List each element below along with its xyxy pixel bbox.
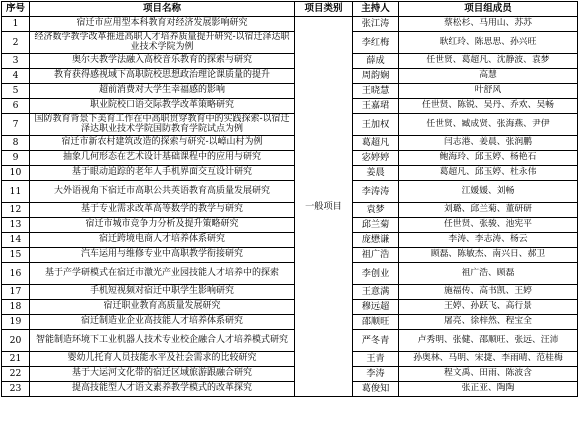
project-members: 屠亮、徐梓然、程宝全 (399, 315, 578, 330)
project-leader: 邱兰菊 (353, 218, 399, 233)
header-category: 项目类别 (295, 2, 353, 17)
row-number: 4 (2, 69, 30, 84)
table-row (2, 136, 578, 151)
project-leader: 李涛 (353, 367, 399, 382)
project-leader: 葛超凡 (353, 136, 399, 151)
table-row (2, 315, 578, 330)
project-members: 施福传、高书凯、王婷 (399, 285, 578, 300)
row-number: 22 (2, 367, 30, 382)
project-leader: 姜晨 (353, 166, 399, 181)
row-number: 1 (2, 17, 30, 32)
table-row (2, 32, 578, 54)
table-row (2, 69, 578, 84)
project-members: 闫志港、姜晨、张润鹏 (399, 136, 578, 151)
project-leader: 宓婷婷 (353, 151, 399, 166)
project-leader: 穆远超 (353, 300, 399, 315)
project-name: 宿迁市新农村建筑改造的探索与研究-以嶂山村为例 (30, 136, 295, 151)
table-row (2, 233, 578, 248)
table-row (2, 181, 578, 203)
row-number: 21 (2, 352, 30, 367)
project-leader: 李涛涛 (353, 181, 399, 203)
table-row (2, 352, 578, 367)
project-name: 宿迁跨境电商人才培养体系研究 (30, 233, 295, 248)
project-name: 经济数学教学改革推进高职人才培养质量提升研究-以宿迁泽达职业技术学院为例 (30, 32, 295, 54)
project-members: 任世贤、葛超凡、沈静波、袁梦 (399, 54, 578, 69)
project-name: 提高技能型人才语文素养教学模式的改革探究 (30, 382, 295, 397)
project-name: 手机短视频对宿迁中职学生影响研究 (30, 285, 295, 300)
project-members: 蔡松杉、马用山、苏苏 (399, 17, 578, 32)
project-leader: 祖广浩 (353, 248, 399, 263)
project-leader: 王加权 (353, 114, 399, 136)
header-members: 项目组成员 (399, 2, 578, 17)
table-row (2, 300, 578, 315)
project-leader: 王嘉珺 (353, 99, 399, 114)
project-members: 卢秀明、张健、邵顺旺、张远、汪沛 (399, 330, 578, 352)
project-name: 国防教育背景下美育工作在中高职贯穿教育中的实践探索-以宿迁泽达职业技术学院国防教育学院试点为例 (30, 114, 295, 136)
project-members: 祖广浩、顾磊 (399, 263, 578, 285)
project-leader: 邵顺旺 (353, 315, 399, 330)
table-row (2, 151, 578, 166)
project-name: 基于专业需求改革高等数学的教学与研究 (30, 203, 295, 218)
project-members: 任世贤、陈锐、吴丹、乔欢、吴畅 (399, 99, 578, 114)
project-name: 奥尔夫教学法融入高校音乐教育的探索与研究 (30, 54, 295, 69)
row-number: 6 (2, 99, 30, 114)
project-name: 宿迁制造业企业高技能人才培养体系研究 (30, 315, 295, 330)
row-number: 3 (2, 54, 30, 69)
project-members: 李涛、李志涛、杨云 (399, 233, 578, 248)
row-number: 18 (2, 300, 30, 315)
row-number: 9 (2, 151, 30, 166)
project-members: 刘璐、邱兰菊、董研研 (399, 203, 578, 218)
project-leader: 李红梅 (353, 32, 399, 54)
project-leader: 袁梦 (353, 203, 399, 218)
project-name: 基于大运河文化带的宿迁区域旅游跟融合研究 (30, 367, 295, 382)
project-leader: 王意满 (353, 285, 399, 300)
table-row (2, 99, 578, 114)
table-row (2, 382, 578, 397)
project-leader: 严冬青 (353, 330, 399, 352)
row-number: 19 (2, 315, 30, 330)
row-number: 20 (2, 330, 30, 352)
project-table (1, 1, 578, 397)
row-number: 14 (2, 233, 30, 248)
row-number: 16 (2, 263, 30, 285)
row-number: 17 (2, 285, 30, 300)
row-number: 7 (2, 114, 30, 136)
project-name: 婴幼儿托育人员技能水平及社会需求的比较研究 (30, 352, 295, 367)
table-row (2, 218, 578, 233)
table-body (2, 17, 578, 397)
row-number: 13 (2, 218, 30, 233)
project-members: 王婷、孙跃飞、高行景 (399, 300, 578, 315)
row-number: 10 (2, 166, 30, 181)
table-row (2, 330, 578, 352)
project-members: 任世贤、张骏、池宪平 (399, 218, 578, 233)
project-members: 葛超凡、邱玉婷、杜永伟 (399, 166, 578, 181)
project-name: 超前消费对大学生幸福感的影响 (30, 84, 295, 99)
header-leader: 主持人 (353, 2, 399, 17)
row-number: 12 (2, 203, 30, 218)
table-row (2, 367, 578, 382)
project-members: 程文禹、田雨、陈波含 (399, 367, 578, 382)
project-name: 基于眼动追踪的老年人手机界面交互设计研究 (30, 166, 295, 181)
row-number: 15 (2, 248, 30, 263)
project-members: 任世贤、臧成贤、张海燕、尹伊 (399, 114, 578, 136)
table-row (2, 248, 578, 263)
project-members: 顾磊、陈敏杰、南兴日、郝卫 (399, 248, 578, 263)
row-number: 2 (2, 32, 30, 54)
project-name: 基于产学研模式在宿迁市激光产业园技能人才培养中的探索 (30, 263, 295, 285)
header-no: 序号 (2, 2, 30, 17)
project-name: 教育获得感视域下高职院校思想政治理论课质量的提升 (30, 69, 295, 84)
table-row (2, 203, 578, 218)
header-row (2, 2, 578, 17)
project-members: 鲍海玲、邱玉婷、杨艳石 (399, 151, 578, 166)
project-members: 高慧 (399, 69, 578, 84)
table-row (2, 263, 578, 285)
row-number: 8 (2, 136, 30, 151)
project-leader: 葛俊知 (353, 382, 399, 397)
project-leader: 张江涛 (353, 17, 399, 32)
header-name: 项目名称 (30, 2, 295, 17)
project-name: 宿迁市城市竞争力分析及提升策略研究 (30, 218, 295, 233)
table-row (2, 17, 578, 32)
project-leader: 李创业 (353, 263, 399, 285)
row-number: 5 (2, 84, 30, 99)
table-row (2, 285, 578, 300)
table-header (2, 2, 578, 17)
row-number: 23 (2, 382, 30, 397)
table-row (2, 84, 578, 99)
table-row (2, 114, 578, 136)
table-row (2, 166, 578, 181)
project-leader: 王青 (353, 352, 399, 367)
project-members: 孙奥林、马明、宋捷、李雨晴、范桂梅 (399, 352, 578, 367)
project-members: 张正亚、陶陶 (399, 382, 578, 397)
project-name: 抽象几何形态在艺术设计基础课程中的应用与研究 (30, 151, 295, 166)
project-name: 宿迁职业教育高质量发展研究 (30, 300, 295, 315)
project-name: 职业院校口语交际教学改革策略研究 (30, 99, 295, 114)
project-name: 智能制造环境下工业机器人技术专业校企融合人才培养模式研究 (30, 330, 295, 352)
project-name: 汽车运用与维修专业中高职教学衔接研究 (30, 248, 295, 263)
table-row (2, 54, 578, 69)
project-leader: 庞懋谦 (353, 233, 399, 248)
project-name: 宿迁市应用型本科教育对经济发展影响研究 (30, 17, 295, 32)
project-leader: 周韵娴 (353, 69, 399, 84)
project-leader: 薛成 (353, 54, 399, 69)
project-name: 大外语视角下宿迁市高职公共英语教育高质量发展研究 (30, 181, 295, 203)
project-leader: 王晓慧 (353, 84, 399, 99)
project-members: 耿红玲、陈思思、孙兴旺 (399, 32, 578, 54)
project-members: 叶舒风 (399, 84, 578, 99)
project-members: 江媛媛、刘畅 (399, 181, 578, 203)
row-number: 11 (2, 181, 30, 203)
project-category: 一般项目 (295, 17, 353, 397)
